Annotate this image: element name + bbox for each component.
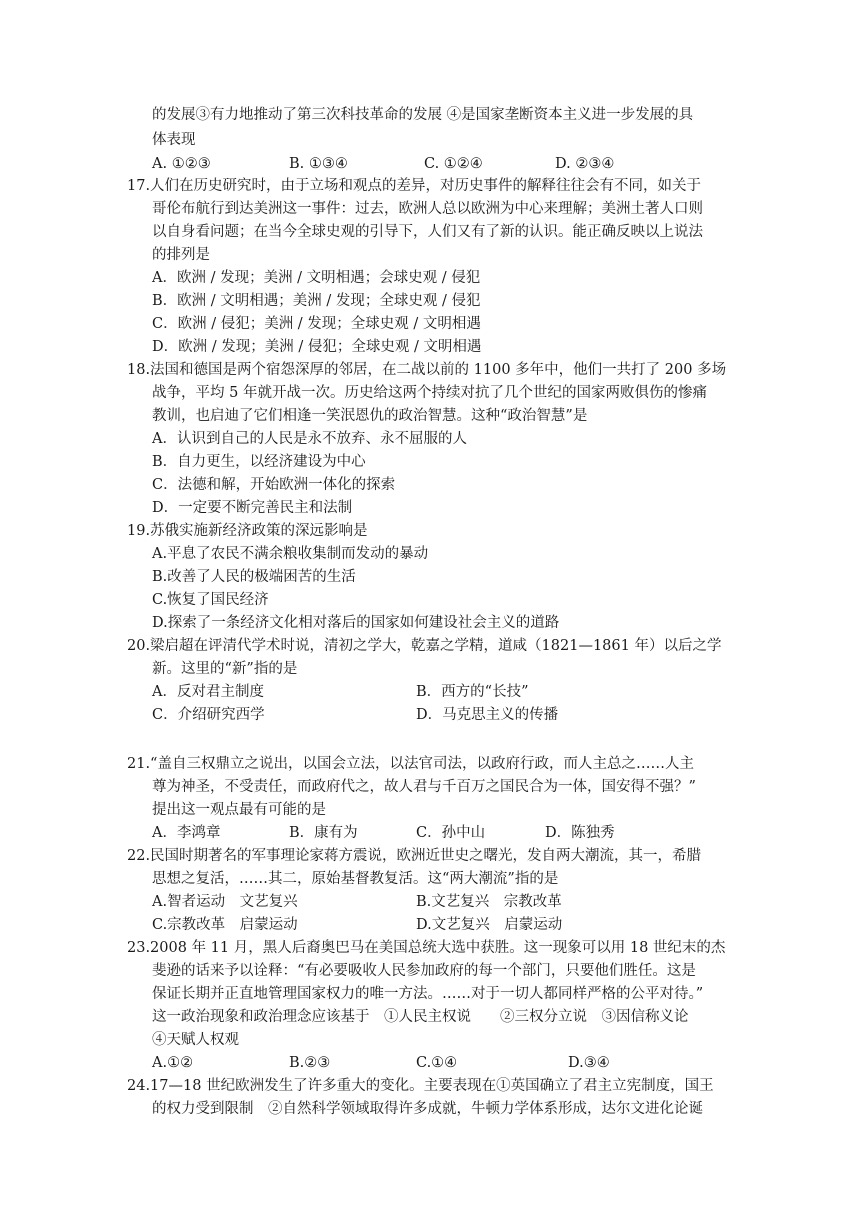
q20-stem: 20.梁启超在评清代学术时说，清初之学大，乾嘉之学精，道咸（1821—1861 年）以后之学 [127, 638, 722, 654]
q21-option-a[interactable]: A．李鸿章 [152, 825, 221, 841]
q17-stem: 以自身看问题；在当今全球史观的引导下，人们又有了新的认识。能正确反映以上说法 [152, 224, 703, 240]
q21-option-c[interactable]: C．孙中山 [416, 825, 486, 841]
q18-stem: 教训，也启迪了它们相逢一笑泯恩仇的政治智慧。这种“政治智慧”是 [152, 408, 588, 424]
q17-stem: 哥伦布航行到达美洲这一事件：过去，欧洲人总以欧洲为中心来理解；美洲土著人口则 [152, 201, 703, 217]
q21-option-b[interactable]: B．康有为 [289, 825, 358, 841]
q16-text-line: 的发展③有力地推动了第三次科技革命的发展 ④是国家垄断资本主义进一步发展的具 [152, 107, 694, 123]
q19-option-d[interactable]: D.探索了一条经济文化相对落后的国家如何建设社会主义的道路 [152, 615, 560, 631]
q23-stem: ④天赋人权观 [152, 1032, 239, 1048]
q22-option-b[interactable]: B.文艺复兴 宗教改革 [416, 894, 562, 910]
q18-option-b[interactable]: B．自力更生，以经济建设为中心 [152, 454, 366, 470]
q17-stem: 的排列是 [152, 247, 210, 263]
q22-stem: 思想之复活，……其二，原始基督教复活。这“两大潮流”指的是 [152, 871, 559, 887]
q20-option-c[interactable]: C．介绍研究西学 [152, 707, 265, 723]
q23-option-b[interactable]: B.②③ [289, 1055, 331, 1071]
q23-stem: 这一政治现象和政治理念应该基于 ①人民主权说 ②三权分立说 ③因信称义论 [152, 1009, 689, 1025]
q23-option-a[interactable]: A.①② [152, 1055, 194, 1071]
q16-option-d[interactable]: D. ②③④ [555, 156, 615, 172]
q18-option-c[interactable]: C．法德和解，开始欧洲一体化的探索 [152, 477, 396, 493]
q24-stem: 的权力受到限制 ②自然科学领域取得许多成就，牛顿力学体系形成，达尔文进化论诞 [152, 1101, 703, 1117]
q19-option-a[interactable]: A.平息了农民不满余粮收集制而发动的暴动 [152, 546, 429, 562]
q19-stem: 19.苏俄实施新经济政策的深远影响是 [127, 523, 368, 539]
q22-option-c[interactable]: C.宗教改革 启蒙运动 [152, 917, 298, 933]
q17-option-c[interactable]: C．欧洲 / 侵犯；美洲 / 发现；全球史观 / 文明相遇 [152, 316, 481, 332]
q20-stem: 新。这里的“新”指的是 [152, 661, 298, 677]
q22-option-a[interactable]: A.智者运动 文艺复兴 [152, 894, 298, 910]
q20-option-a[interactable]: A．反对君主制度 [152, 684, 264, 700]
q21-stem: 尊为神圣，不受责任，而政府代之，故人君与千百万之国民合为一体，国安得不强？” [152, 779, 696, 795]
q16-option-c[interactable]: C. ①②④ [424, 156, 483, 172]
q24-stem: 24.17—18 世纪欧洲发生了许多重大的变化。主要表现在①英国确立了君主立宪制度，国王 [127, 1078, 714, 1094]
q23-stem: 保证长期并正直地管理国家权力的唯一方法。……对于一切人都同样严格的公平对待。” [152, 986, 704, 1002]
q23-stem: 斐逊的话来予以诠释：“有必要吸收人民参加政府的每一个部门，只要他们胜任。这是 [152, 963, 696, 979]
q23-option-c[interactable]: C.①④ [416, 1055, 458, 1071]
q20-option-b[interactable]: B．西方的“长技” [416, 684, 529, 700]
q21-stem: 提出这一观点最有可能的是 [152, 802, 326, 818]
q17-option-a[interactable]: A．欧洲 / 发现；美洲 / 文明相遇；会球史观 / 侵犯 [152, 270, 481, 286]
q20-option-d[interactable]: D．马克思主义的传播 [416, 707, 559, 723]
q18-stem: 战争，平均 5 年就开战一次。历史给这两个持续对抗了几个世纪的国家两败俱伤的惨痛 [152, 385, 707, 401]
q18-option-a[interactable]: A．认识到自己的人民是永不放弃、永不屈服的人 [152, 431, 467, 447]
q16-option-a[interactable]: A. ①②③ [152, 156, 211, 172]
q23-option-d[interactable]: D.③④ [568, 1055, 610, 1071]
q17-option-d[interactable]: D．欧洲 / 发现；美洲 / 侵犯；全球史观 / 文明相遇 [152, 339, 482, 355]
q18-stem: 18.法国和德国是两个宿怨深厚的邻居，在二战以前的 1100 多年中，他们一共打了 200 多场 [127, 362, 727, 378]
q16-text-line: 体表现 [152, 132, 196, 148]
q17-stem: 17.人们在历史研究时，由于立场和观点的差异，对历史事件的解释往往会有不同，如关于 [127, 178, 702, 194]
q22-stem: 22.民国时期著名的军事理论家蒋方震说，欧洲近世史之曙光，发自两大潮流，其一，希腊 [127, 848, 702, 864]
q23-stem: 23.2008 年 11 月，黑人后裔奥巴马在美国总统大选中获胜。这一现象可以用 18 世纪末的杰 [127, 940, 726, 956]
q18-option-d[interactable]: D．一定要不断完善民主和法制 [152, 500, 353, 516]
q16-option-b[interactable]: B. ①③④ [289, 156, 348, 172]
q17-option-b[interactable]: B．欧洲 / 文明相遇；美洲 / 发现；全球史观 / 侵犯 [152, 293, 481, 309]
q22-option-d[interactable]: D.文艺复兴 启蒙运动 [416, 917, 563, 933]
q19-option-c[interactable]: C.恢复了国民经济 [152, 592, 269, 608]
q21-option-d[interactable]: D．陈独秀 [545, 825, 615, 841]
q19-option-b[interactable]: B.改善了人民的极端困苦的生活 [152, 569, 356, 585]
q21-stem: 21.“盖自三权鼎立之说出，以国会立法，以法官司法，以政府行政，而人主总之……人主 [127, 756, 694, 772]
